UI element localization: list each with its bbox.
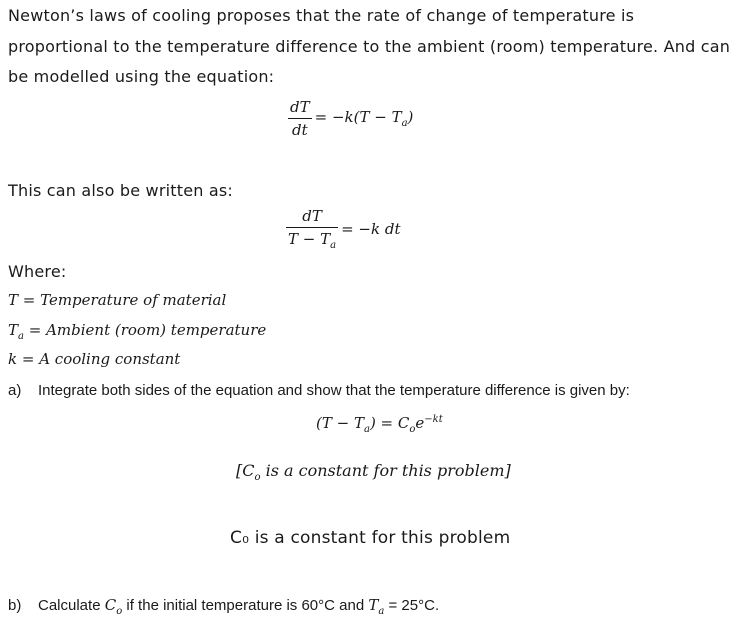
definition-symbol: k	[8, 350, 18, 368]
equation-3-subscript: a	[363, 424, 370, 435]
question-b-text-end: = 25°C.	[384, 597, 440, 614]
question-b-t-subscript: a	[378, 606, 385, 617]
definition-temperature	[8, 291, 226, 309]
definition-symbol: T	[8, 321, 19, 339]
constant-note-subscript: o	[254, 472, 261, 484]
equation-1-fraction	[288, 98, 312, 139]
equation-1-denominator: dt	[291, 121, 308, 139]
definition-text: = Temperature of material	[18, 291, 227, 309]
also-written-text: This can also be written as:	[8, 181, 234, 200]
equation-3-c-subscript: o	[409, 424, 416, 435]
definition-subscript: a	[18, 331, 24, 342]
question-b-text-before: Calculate	[38, 597, 105, 614]
equation-2-rhs: = −k dt	[341, 220, 401, 238]
constant-caption: C₀ is a constant for this problem	[230, 528, 511, 548]
question-b-text-mid: if the initial temperature is 60°C and	[122, 597, 369, 614]
equation-cooling-rate	[288, 98, 413, 139]
question-b-t-symbol: T	[368, 596, 379, 614]
constant-note-rest: is a constant for this problem]	[260, 461, 511, 480]
question-a-text: Integrate both sides of the equation and show that the temperature difference is given by:	[38, 382, 630, 399]
constant-note-open: [C	[236, 461, 255, 480]
definition-ambient	[8, 321, 266, 342]
equation-3-exponent: −kt	[424, 414, 443, 425]
equation-3-left: (T − T	[316, 414, 364, 432]
where-label: Where:	[8, 262, 67, 281]
definition-text: = Ambient (room) temperature	[23, 321, 267, 339]
equation-separated	[286, 207, 401, 251]
definition-text: = A cooling constant	[17, 350, 181, 368]
definition-symbol: T	[8, 291, 19, 309]
equation-3-base: e	[415, 414, 425, 432]
equation-1-numerator: dT	[288, 98, 312, 119]
equation-solution	[316, 414, 443, 435]
intro-line-3: be modelled using the equation:	[8, 67, 275, 86]
question-b-label: b)	[8, 597, 22, 614]
equation-3-mid: ) = C	[369, 414, 410, 432]
intro-line-2: proportional to the temperature difference to the ambient (room) temperature. And can	[8, 37, 731, 56]
equation-2-den-text: T − T	[288, 230, 331, 248]
question-a	[8, 382, 630, 399]
question-a-label: a)	[8, 382, 22, 399]
equation-2-numerator: dT	[286, 207, 338, 228]
question-b-c-symbol: C	[104, 596, 117, 614]
definition-constant	[8, 350, 180, 368]
equation-1-rhs	[315, 108, 414, 129]
equation-1-subscript: a	[401, 118, 408, 129]
equation-1-close: )	[407, 108, 414, 126]
equation-2-den-subscript: a	[330, 240, 337, 251]
intro-line-1: Newton’s laws of cooling proposes that the rate of change of temperature is	[8, 6, 635, 25]
question-b	[8, 596, 439, 617]
equation-2-fraction	[286, 207, 338, 251]
equation-2-denominator	[286, 228, 338, 251]
constant-note	[236, 461, 511, 483]
question-b-c-subscript: o	[116, 606, 123, 617]
equation-1-rhs-text: = −k(T − T	[314, 108, 402, 126]
